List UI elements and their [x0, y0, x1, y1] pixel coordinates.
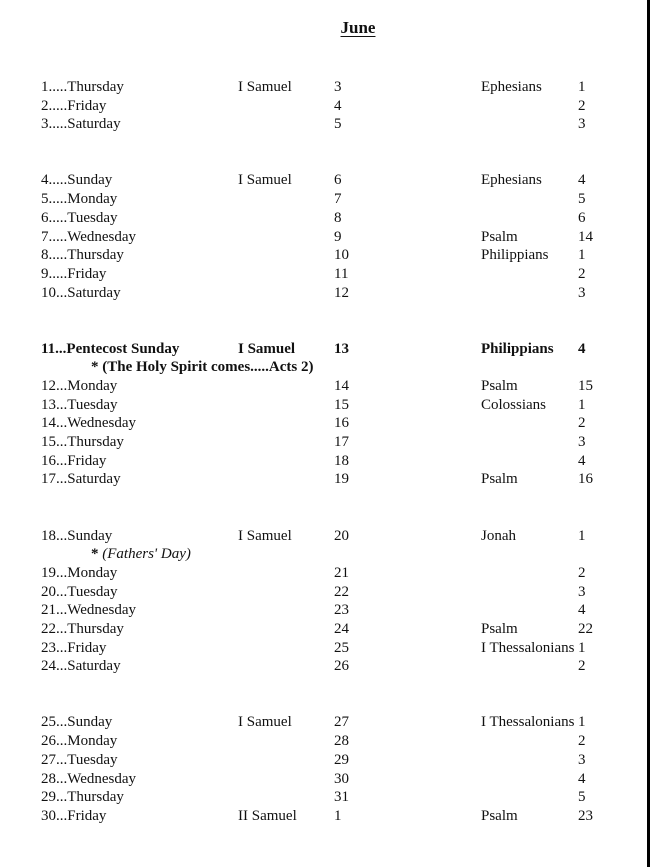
note-star: *	[91, 546, 99, 563]
reading-row	[0, 470, 650, 489]
reading-row	[0, 396, 650, 415]
day-label: 17...Saturday	[41, 471, 121, 488]
day-label: 22...Thursday	[41, 620, 124, 637]
nt-chapter: 2	[578, 564, 586, 581]
nt-chapter: 14	[578, 228, 593, 245]
nt-chapter: 1	[578, 639, 586, 656]
nt-chapter: 4	[578, 770, 586, 787]
ot-chapter: 19	[334, 471, 349, 488]
reading-row	[0, 751, 650, 770]
nt-chapter: 16	[578, 471, 593, 488]
ot-chapter: 18	[334, 452, 349, 469]
day-label: 20...Tuesday	[41, 583, 118, 600]
note-star: *	[91, 359, 99, 376]
nt-chapter: 3	[578, 583, 586, 600]
ot-chapter: 25	[334, 639, 349, 656]
day-label: 18...Sunday	[41, 527, 113, 544]
day-label: 9.....Friday	[41, 265, 107, 282]
reading-row	[0, 209, 650, 228]
nt-book: Ephesians	[481, 79, 542, 95]
ot-chapter: 6	[334, 172, 342, 189]
ot-book: I Samuel	[238, 172, 292, 189]
nt-book: I Thessalonians	[481, 714, 575, 731]
reading-row	[0, 284, 650, 303]
ot-chapter: 9	[334, 228, 342, 245]
ot-chapter: 15	[334, 396, 349, 413]
nt-chapter: 2	[578, 265, 586, 282]
reading-row	[0, 78, 650, 97]
ot-chapter: 1	[334, 807, 342, 824]
reading-row	[0, 171, 650, 190]
nt-book: Ephesians	[481, 172, 542, 189]
reading-row	[0, 583, 650, 602]
reading-row	[0, 770, 650, 789]
day-label: 26...Monday	[41, 733, 118, 750]
day-label: 8.....Thursday	[41, 247, 124, 264]
ot-chapter: 14	[334, 378, 349, 395]
reading-row	[0, 433, 650, 452]
reading-row	[0, 414, 650, 433]
day-label: 12...Monday	[41, 378, 118, 395]
day-label: 16...Friday	[41, 452, 107, 469]
day-label: 14...Wednesday	[41, 415, 137, 432]
ot-chapter: 27	[334, 714, 349, 731]
ot-chapter: 4	[334, 97, 342, 114]
ot-chapter: 17	[334, 434, 349, 451]
ot-chapter: 16	[334, 415, 349, 432]
ot-chapter: 26	[334, 658, 349, 675]
day-label: 24...Saturday	[41, 658, 121, 675]
nt-chapter: 3	[578, 751, 586, 768]
nt-chapter: 4	[578, 602, 586, 619]
nt-chapter: 23	[578, 807, 593, 824]
day-label: 30...Friday	[41, 807, 107, 824]
nt-book: Philippians	[481, 247, 549, 264]
nt-chapter: 1	[578, 79, 586, 95]
day-note	[0, 545, 650, 564]
nt-chapter: 3	[578, 284, 586, 301]
reading-row	[0, 620, 650, 639]
note-text: (Fathers' Day)	[102, 546, 191, 563]
day-label: 11...Pentecost Sunday	[41, 340, 180, 357]
reading-row	[0, 265, 650, 284]
nt-book: Psalm	[481, 471, 518, 488]
ot-chapter: 21	[334, 564, 349, 581]
ot-chapter: 8	[334, 209, 342, 226]
ot-chapter: 23	[334, 602, 349, 619]
ot-chapter: 11	[334, 265, 349, 282]
nt-chapter: 22	[578, 620, 593, 637]
reading-row	[0, 788, 650, 807]
day-label: 7.....Wednesday	[41, 228, 137, 245]
reading-row	[0, 452, 650, 471]
nt-chapter: 5	[578, 789, 586, 806]
nt-chapter: 4	[578, 340, 586, 357]
note-text: (The Holy Spirit comes.....Acts 2)	[102, 359, 314, 376]
reading-schedule	[0, 78, 650, 826]
day-note	[0, 358, 650, 377]
reading-row	[0, 246, 650, 265]
ot-book: I Samuel	[238, 340, 296, 357]
ot-book: II Samuel	[238, 807, 297, 824]
nt-chapter: 2	[578, 415, 586, 432]
ot-chapter: 22	[334, 583, 349, 600]
reading-row	[0, 97, 650, 116]
ot-chapter: 5	[334, 116, 342, 133]
nt-chapter: 1	[578, 714, 586, 731]
day-label: 2.....Friday	[41, 97, 107, 114]
ot-book: I Samuel	[238, 714, 292, 731]
reading-row	[0, 732, 650, 751]
nt-book: Jonah	[481, 527, 516, 544]
day-label: 27...Tuesday	[41, 751, 118, 768]
day-label: 19...Monday	[41, 564, 118, 581]
day-label: 29...Thursday	[41, 789, 124, 806]
nt-book: Psalm	[481, 228, 518, 245]
reading-row	[0, 527, 650, 546]
day-label: 25...Sunday	[41, 714, 113, 731]
ot-chapter: 30	[334, 770, 349, 787]
nt-chapter: 1	[578, 527, 586, 544]
day-label: 23...Friday	[41, 639, 107, 656]
page-title: June	[340, 18, 376, 37]
ot-chapter: 24	[334, 620, 349, 637]
reading-row	[0, 228, 650, 247]
day-label: 13...Tuesday	[41, 396, 118, 413]
nt-chapter: 5	[578, 191, 586, 208]
nt-book: I Thessalonians	[481, 639, 575, 656]
nt-chapter: 3	[578, 434, 586, 451]
nt-chapter: 2	[578, 97, 586, 114]
ot-chapter: 3	[334, 79, 342, 95]
nt-chapter: 1	[578, 247, 586, 264]
nt-chapter: 15	[578, 378, 593, 395]
nt-chapter: 4	[578, 452, 586, 469]
nt-book: Psalm	[481, 807, 518, 824]
ot-chapter: 20	[334, 527, 349, 544]
day-label: 4.....Sunday	[41, 172, 113, 189]
nt-chapter: 1	[578, 396, 586, 413]
reading-row	[0, 340, 650, 359]
ot-chapter: 28	[334, 733, 349, 750]
ot-chapter: 12	[334, 284, 349, 301]
ot-chapter: 10	[334, 247, 349, 264]
reading-row	[0, 639, 650, 658]
nt-chapter: 4	[578, 172, 586, 189]
nt-chapter: 6	[578, 209, 586, 226]
reading-row	[0, 601, 650, 620]
reading-row	[0, 713, 650, 732]
day-label: 10...Saturday	[41, 284, 121, 301]
day-label: 3.....Saturday	[41, 116, 121, 133]
nt-book: Psalm	[481, 378, 518, 395]
nt-book: Psalm	[481, 620, 518, 637]
ot-chapter: 7	[334, 191, 342, 208]
nt-book: Colossians	[481, 396, 547, 413]
ot-chapter: 31	[334, 789, 349, 806]
ot-chapter: 13	[334, 340, 349, 357]
ot-book: I Samuel	[238, 79, 292, 95]
day-label: 1.....Thursday	[41, 79, 124, 95]
day-label: 15...Thursday	[41, 434, 124, 451]
nt-chapter: 2	[578, 658, 586, 675]
nt-book: Philippians	[481, 340, 554, 357]
nt-chapter: 3	[578, 116, 586, 133]
day-label: 28...Wednesday	[41, 770, 137, 787]
reading-row	[0, 115, 650, 134]
day-label: 5.....Monday	[41, 191, 118, 208]
day-label: 21...Wednesday	[41, 602, 137, 619]
ot-chapter: 29	[334, 751, 349, 768]
reading-row	[0, 657, 650, 676]
ot-book: I Samuel	[238, 527, 292, 544]
reading-row	[0, 564, 650, 583]
day-label: 6.....Tuesday	[41, 209, 118, 226]
reading-row	[0, 190, 650, 209]
reading-row	[0, 377, 650, 396]
nt-chapter: 2	[578, 733, 586, 750]
reading-row	[0, 807, 650, 826]
